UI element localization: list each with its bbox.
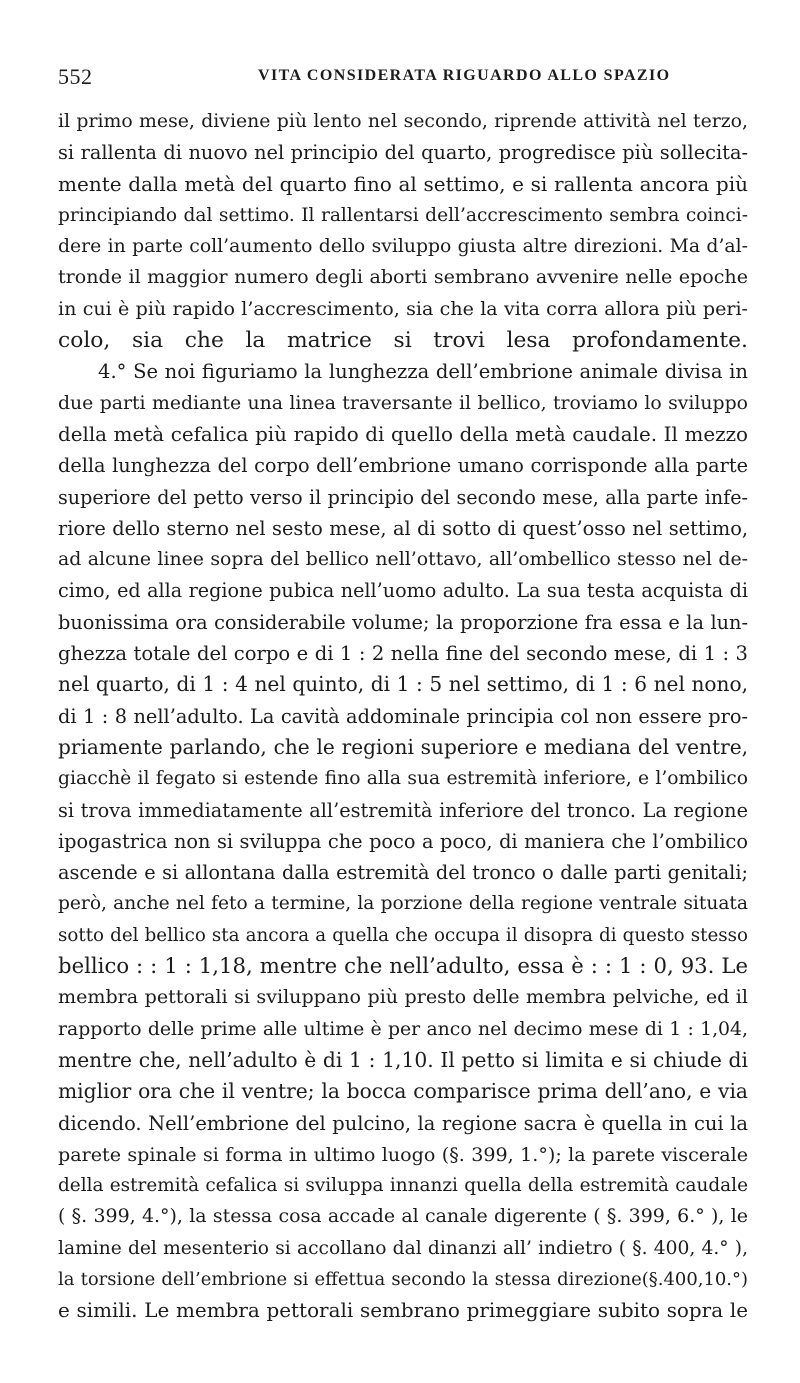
- text-line: bellico : : 1 : 1,18, mentre che nell’adulto, essa è : : 1 : 0, 93. Le: [58, 954, 748, 980]
- text-line: parete spinale si forma in ultimo luogo (§. 399, 1.°); la parete viscerale: [58, 1142, 748, 1166]
- text-line: della metà cefalica più rapido di quello della metà caudale. Il mezzo: [58, 422, 748, 446]
- page-header: [58, 64, 748, 94]
- running-title: VITA CONSIDERATA RIGUARDO ALLO SPAZIO: [258, 67, 671, 84]
- text-line: due parti mediante una linea traversante il bellico, troviamo lo sviluppo: [58, 392, 748, 414]
- text-line: buonissima ora considerabile volume; la proporzione fra essa e la lun-: [58, 610, 748, 634]
- text-line: però, anche nel feto a termine, la porzione della regione ventrale situata: [58, 893, 748, 915]
- text-line: il primo mese, diviene più lento nel secondo, riprende attività nel terzo,: [58, 111, 748, 132]
- text-line: cimo, ed alla regione pubica nell’uomo adulto. La sua testa acquista di: [58, 579, 748, 603]
- text-line: ghezza totale del corpo e di 1 : 2 nella fine del secondo mese, di 1 : 3: [58, 642, 748, 666]
- page-number: 552: [58, 64, 93, 89]
- text-line: ascende e si allontana dalla estremità del tronco o dalle parti genitali;: [58, 861, 748, 885]
- text-line: miglior ora che il ventre; la bocca comparisce prima dell’ano, e via: [58, 1079, 748, 1104]
- text-line: ad alcune linee sopra del bellico nell’ottavo, all’ombellico stesso nel de-: [58, 548, 748, 571]
- text-line: di 1 : 8 nell’adulto. La cavità addominale principia col non essere pro-: [58, 704, 748, 728]
- text-line: tronde il maggior numero degli aborti sembrano avvenire nelle epoche: [58, 266, 748, 289]
- text-line: si trova immediatamente all’estremità inferiore del tronco. La regione: [58, 798, 748, 822]
- text-line: membra pettorali si sviluppano più presto delle membra pelviche, ed il: [58, 986, 748, 1009]
- text-line: lamine del mesenterio si accollano dal dinanzi all’ indietro ( §. 400, 4.° ),: [58, 1237, 748, 1259]
- text-line: in cui è più rapido l’accrescimento, sia che la vita corra allora più peri-: [58, 297, 748, 320]
- text-line: la torsione dell’embrione si effettua secondo la stessa direzione(§.400,10.°): [58, 1268, 748, 1290]
- text-line: principiando dal settimo. Il rallentarsi dell’accrescimento sembra coinci-: [58, 204, 748, 226]
- text-line: mentre che, nell’adulto è di 1 : 1,10. Il petto si limita e si chiude di: [58, 1047, 748, 1072]
- text-line: riore dello sterno nel sesto mese, al di sotto di quest’osso nel settimo,: [58, 516, 748, 540]
- text-line: 4.° Se noi figuriamo la lunghezza dell’embrione animale divisa in: [98, 360, 748, 384]
- text-line: ( §. 399, 4.°), la stessa cosa accade al canale digerente ( §. 399, 6.° ), le: [58, 1205, 748, 1228]
- text-line: giacchè il fegato si estende fino alla sua estremità inferiore, e l’ombilico: [58, 768, 748, 790]
- text-line: superiore del petto verso il principio del secondo mese, alla parte infe-: [58, 485, 748, 509]
- text-line: dicendo. Nell’embrione del pulcino, la regione sacra è quella in cui la: [58, 1111, 748, 1135]
- text-line: sotto del bellico sta ancora a quella che occupa il disopra di questo stesso: [58, 924, 748, 946]
- text-line: e simili. Le membra pettorali sembrano primeggiare subito sopra le: [58, 1299, 748, 1323]
- text-line: della estremità cefalica si sviluppa innanzi quella della estremità caudale: [58, 1175, 748, 1197]
- text-line: mente dalla metà del quarto fino al settimo, e si rallenta ancora più: [58, 171, 748, 196]
- text-line: della lunghezza del corpo dell’embrione umano corrisponde alla parte: [58, 454, 748, 478]
- body-text: [58, 106, 748, 1327]
- text-line: dere in parte coll’aumento dello sviluppo giusta altre direzioni. Ma d’al-: [58, 236, 748, 258]
- text-line: priamente parlando, che le regioni superiore e mediana del ventre,: [58, 734, 748, 759]
- text-line: ipogastrica non si sviluppa che poco a poco, di maniera che l’ombilico: [58, 829, 748, 853]
- text-line: rapporto delle prime alle ultime è per anco nel decimo mese di 1 : 1,04,: [58, 1018, 748, 1040]
- text-line: colo, sia che la matrice si trovi lesa profondamente.: [58, 328, 748, 354]
- text-line: si rallenta di nuovo nel principio del quarto, progredisce più sollecita-: [58, 141, 748, 165]
- text-line: nel quarto, di 1 : 4 nel quinto, di 1 : 5 nel settimo, di 1 : 6 nel nono,: [58, 672, 748, 697]
